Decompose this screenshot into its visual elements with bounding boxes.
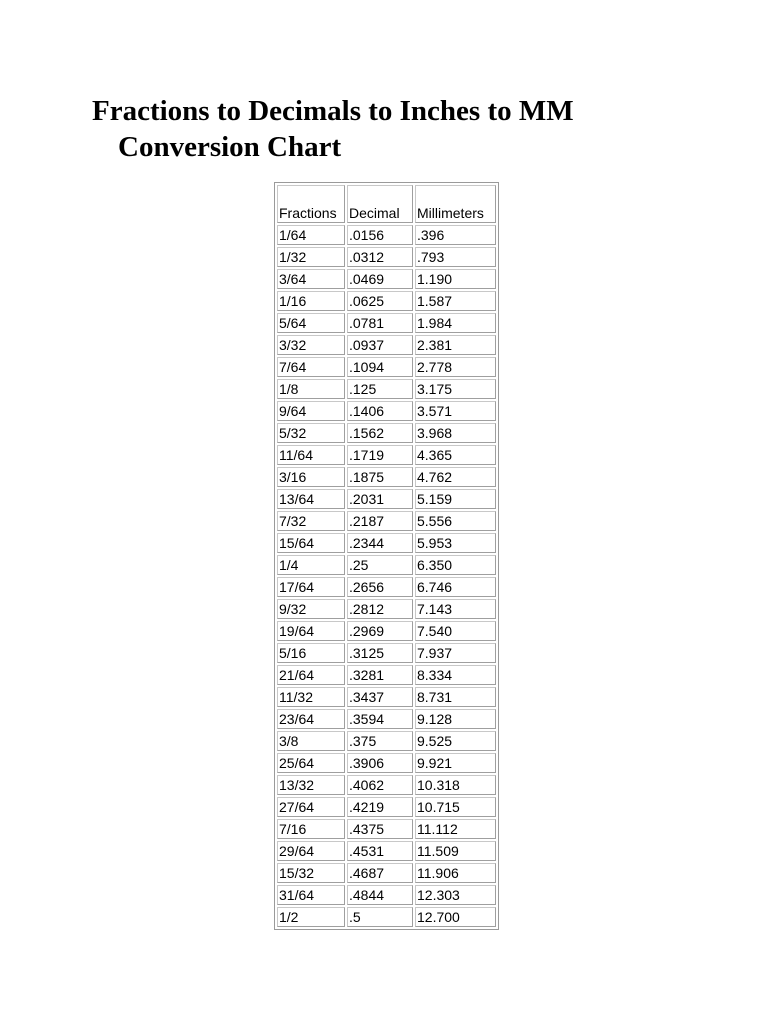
- decimal-cell: .3437: [347, 687, 413, 707]
- table-row: [277, 291, 496, 311]
- table-header-row: [277, 185, 496, 223]
- fraction-cell: 1/32: [277, 247, 345, 267]
- table-row: [277, 533, 496, 553]
- millimeters-cell: 12.303: [415, 885, 496, 905]
- table-row: [277, 753, 496, 773]
- decimal-cell: .5: [347, 907, 413, 927]
- fraction-cell: 3/8: [277, 731, 345, 751]
- millimeters-cell: 7.143: [415, 599, 496, 619]
- decimal-cell: .1875: [347, 467, 413, 487]
- fraction-cell: 3/32: [277, 335, 345, 355]
- decimal-cell: .4219: [347, 797, 413, 817]
- fraction-cell: 1/4: [277, 555, 345, 575]
- fraction-cell: 11/64: [277, 445, 345, 465]
- fraction-cell: 7/16: [277, 819, 345, 839]
- decimal-cell: .3906: [347, 753, 413, 773]
- fraction-cell: 5/16: [277, 643, 345, 663]
- table-row: [277, 335, 496, 355]
- table-row: [277, 797, 496, 817]
- fraction-cell: 21/64: [277, 665, 345, 685]
- decimal-cell: .0625: [347, 291, 413, 311]
- title-line-1: Fractions to Decimals to Inches to MM: [92, 95, 574, 127]
- millimeters-cell: 5.556: [415, 511, 496, 531]
- decimal-cell: .4844: [347, 885, 413, 905]
- fraction-cell: 9/32: [277, 599, 345, 619]
- millimeters-cell: 3.175: [415, 379, 496, 399]
- millimeters-cell: 6.350: [415, 555, 496, 575]
- decimal-cell: .2031: [347, 489, 413, 509]
- fraction-cell: 1/16: [277, 291, 345, 311]
- decimal-cell: .375: [347, 731, 413, 751]
- table-row: [277, 511, 496, 531]
- header-fractions: Fractions: [277, 185, 345, 223]
- table-row: [277, 225, 496, 245]
- decimal-cell: .1406: [347, 401, 413, 421]
- fraction-cell: 1/2: [277, 907, 345, 927]
- millimeters-cell: 10.318: [415, 775, 496, 795]
- decimal-cell: .4531: [347, 841, 413, 861]
- millimeters-cell: 5.953: [415, 533, 496, 553]
- fraction-cell: 13/64: [277, 489, 345, 509]
- fraction-cell: 1/8: [277, 379, 345, 399]
- table-row: [277, 775, 496, 795]
- table-row: [277, 467, 496, 487]
- decimal-cell: .0937: [347, 335, 413, 355]
- millimeters-cell: 10.715: [415, 797, 496, 817]
- decimal-cell: .3125: [347, 643, 413, 663]
- fraction-cell: 5/64: [277, 313, 345, 333]
- millimeters-cell: 1.984: [415, 313, 496, 333]
- fraction-cell: 25/64: [277, 753, 345, 773]
- decimal-cell: .25: [347, 555, 413, 575]
- table-row: [277, 863, 496, 883]
- table-row: [277, 423, 496, 443]
- table-row: [277, 401, 496, 421]
- decimal-cell: .3281: [347, 665, 413, 685]
- decimal-cell: .3594: [347, 709, 413, 729]
- millimeters-cell: 11.906: [415, 863, 496, 883]
- fraction-cell: 9/64: [277, 401, 345, 421]
- millimeters-cell: 4.762: [415, 467, 496, 487]
- title-line-2: Conversion Chart: [118, 131, 342, 163]
- fraction-cell: 23/64: [277, 709, 345, 729]
- decimal-cell: .4062: [347, 775, 413, 795]
- millimeters-cell: 12.700: [415, 907, 496, 927]
- fraction-cell: 7/32: [277, 511, 345, 531]
- table-row: [277, 489, 496, 509]
- decimal-cell: .0312: [347, 247, 413, 267]
- fraction-cell: 29/64: [277, 841, 345, 861]
- decimal-cell: .1094: [347, 357, 413, 377]
- table-row: [277, 687, 496, 707]
- fraction-cell: 19/64: [277, 621, 345, 641]
- fraction-cell: 27/64: [277, 797, 345, 817]
- millimeters-cell: 8.334: [415, 665, 496, 685]
- millimeters-cell: 9.525: [415, 731, 496, 751]
- table-row: [277, 269, 496, 289]
- table-row: [277, 819, 496, 839]
- decimal-cell: .4687: [347, 863, 413, 883]
- millimeters-cell: 8.731: [415, 687, 496, 707]
- fraction-cell: 7/64: [277, 357, 345, 377]
- millimeters-cell: 9.921: [415, 753, 496, 773]
- table-row: [277, 555, 496, 575]
- millimeters-cell: 7.937: [415, 643, 496, 663]
- millimeters-cell: 9.128: [415, 709, 496, 729]
- millimeters-cell: 11.509: [415, 841, 496, 861]
- decimal-cell: .2344: [347, 533, 413, 553]
- millimeters-cell: 1.587: [415, 291, 496, 311]
- table-row: [277, 599, 496, 619]
- table-row: [277, 907, 496, 927]
- fraction-cell: 11/32: [277, 687, 345, 707]
- decimal-cell: .2969: [347, 621, 413, 641]
- table-row: [277, 379, 496, 399]
- millimeters-cell: 6.746: [415, 577, 496, 597]
- decimal-cell: .0469: [347, 269, 413, 289]
- fraction-cell: 15/64: [277, 533, 345, 553]
- table-row: [277, 313, 496, 333]
- fraction-cell: 3/16: [277, 467, 345, 487]
- fraction-cell: 13/32: [277, 775, 345, 795]
- table-row: [277, 885, 496, 905]
- decimal-cell: .125: [347, 379, 413, 399]
- millimeters-cell: 11.112: [415, 819, 496, 839]
- header-decimal: Decimal: [347, 185, 413, 223]
- decimal-cell: .0156: [347, 225, 413, 245]
- page-title: [92, 93, 652, 165]
- table-row: [277, 621, 496, 641]
- decimal-cell: .2812: [347, 599, 413, 619]
- table-row: [277, 709, 496, 729]
- fraction-cell: 15/32: [277, 863, 345, 883]
- header-millimeters: Millimeters: [415, 185, 496, 223]
- decimal-cell: .1719: [347, 445, 413, 465]
- fraction-cell: 5/32: [277, 423, 345, 443]
- millimeters-cell: 2.778: [415, 357, 496, 377]
- table-row: [277, 247, 496, 267]
- fraction-cell: 1/64: [277, 225, 345, 245]
- millimeters-cell: 3.968: [415, 423, 496, 443]
- conversion-table-container: [274, 182, 499, 930]
- fraction-cell: 3/64: [277, 269, 345, 289]
- millimeters-cell: .396: [415, 225, 496, 245]
- table-row: [277, 841, 496, 861]
- decimal-cell: .0781: [347, 313, 413, 333]
- table-row: [277, 445, 496, 465]
- millimeters-cell: 5.159: [415, 489, 496, 509]
- table-row: [277, 643, 496, 663]
- decimal-cell: .2656: [347, 577, 413, 597]
- millimeters-cell: 4.365: [415, 445, 496, 465]
- decimal-cell: .4375: [347, 819, 413, 839]
- fraction-cell: 31/64: [277, 885, 345, 905]
- fraction-cell: 17/64: [277, 577, 345, 597]
- millimeters-cell: .793: [415, 247, 496, 267]
- millimeters-cell: 1.190: [415, 269, 496, 289]
- table-row: [277, 577, 496, 597]
- conversion-table: [274, 182, 499, 930]
- conversion-table-body: [277, 185, 496, 927]
- millimeters-cell: 2.381: [415, 335, 496, 355]
- table-row: [277, 357, 496, 377]
- decimal-cell: .2187: [347, 511, 413, 531]
- millimeters-cell: 3.571: [415, 401, 496, 421]
- millimeters-cell: 7.540: [415, 621, 496, 641]
- table-row: [277, 665, 496, 685]
- decimal-cell: .1562: [347, 423, 413, 443]
- table-row: [277, 731, 496, 751]
